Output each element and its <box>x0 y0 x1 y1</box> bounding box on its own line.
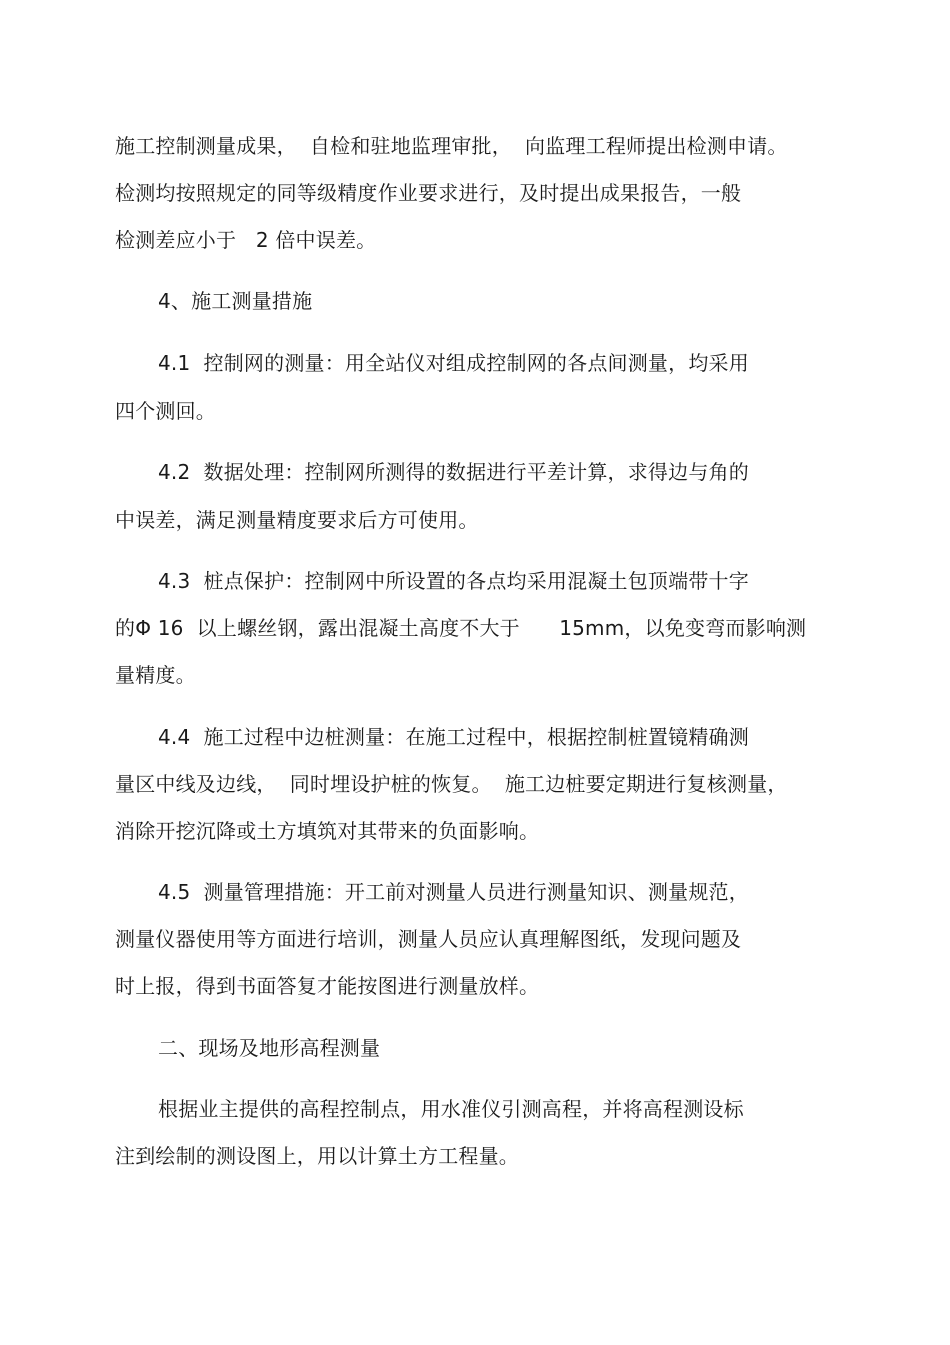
text-line: 测量仪器使用等方面进行培训，测量人员应认真理解图纸，发现问题及 <box>115 927 742 951</box>
text-line: 施工控制测量成果， 自检和驻地监理审批， 向监理工程师提出检测申请。 <box>115 134 788 158</box>
text-line: 检测均按照规定的同等级精度作业要求进行，及时提出成果报告，一般 <box>115 181 742 205</box>
text-line: 量精度。 <box>115 663 196 687</box>
text-line: 的Φ 16 以上螺丝钢，露出混凝土高度不大于 15mm，以免变弯而影响测 <box>115 616 807 640</box>
text-line: 注到绘制的测设图上，用以计算土方工程量。 <box>115 1144 519 1168</box>
section-heading: 4、施工测量措施 <box>158 289 313 313</box>
text-line: 4.5 测量管理措施：开工前对测量人员进行测量知识、测量规范， <box>158 880 749 904</box>
text-line: 中误差，满足测量精度要求后方可使用。 <box>115 508 479 532</box>
text-line: 消除开挖沉降或土方填筑对其带来的负面影响。 <box>115 819 540 843</box>
text-line: 四个测回。 <box>115 399 216 423</box>
section-heading: 二、现场及地形高程测量 <box>158 1036 381 1060</box>
text-line: 4.3 桩点保护：控制网中所设置的各点均采用混凝土包顶端带十字 <box>158 569 749 593</box>
text-line: 4.4 施工过程中边桩测量：在施工过程中，根据控制桩置镜精确测 <box>158 725 749 749</box>
text-line: 时上报，得到书面答复才能按图进行测量放样。 <box>115 974 540 998</box>
text-line: 4.2 数据处理：控制网所测得的数据进行平差计算，求得边与角的 <box>158 460 749 484</box>
text-line: 4.1 控制网的测量：用全站仪对组成控制网的各点间测量，均采用 <box>158 351 749 375</box>
text-line: 根据业主提供的高程控制点，用水准仪引测高程，并将高程测设标 <box>158 1097 744 1121</box>
text-line: 量区中线及边线， 同时埋设护桩的恢复。 施工边桩要定期进行复核测量， <box>115 772 788 796</box>
text-line: 检测差应小于 2 倍中误差。 <box>115 228 377 252</box>
